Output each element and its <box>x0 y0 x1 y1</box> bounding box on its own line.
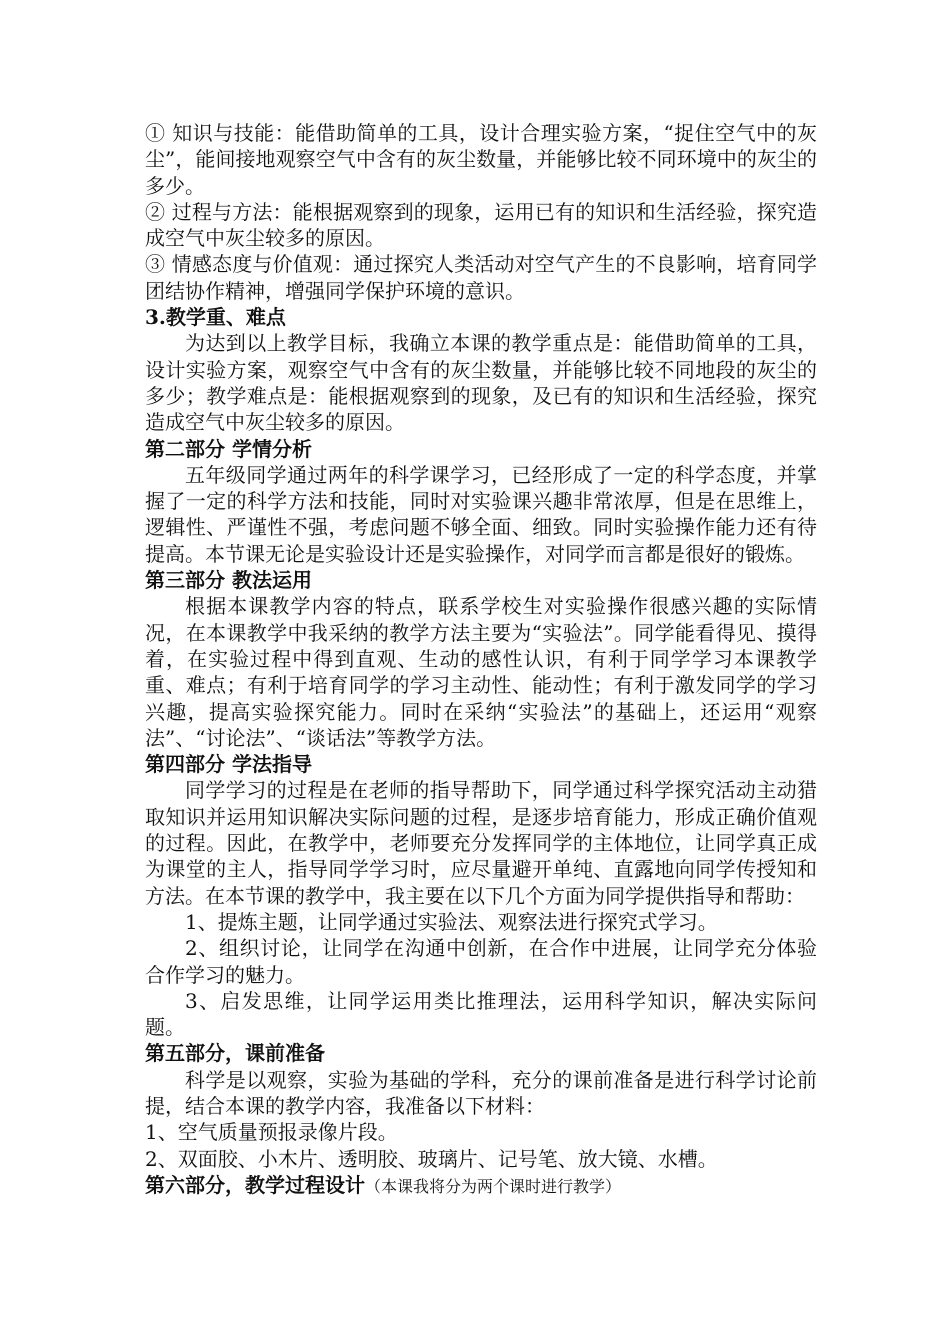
part5-body: 科学是以观察，实验为基础的学科，充分的课前准备是进行科学讨论前提，结合本课的教学内容，我准备以下材料： <box>145 1067 817 1118</box>
part5-item-1: 1、空气质量预报录像片段。 <box>145 1120 398 1145</box>
part6-heading-line <box>145 1172 817 1200</box>
part3-heading: 第三部分 教法运用 <box>145 568 312 593</box>
part2-heading: 第二部分 学情分析 <box>145 436 312 461</box>
part4-body: 同学学习的过程是在老师的指导帮助下，同学通过科学探究活动主动猎取知识并运用知识解决实际问题的过程，是逐步培育能力，形成正确价值观的过程。因此，在教学中，老师要充分发挥同学的主体地位，让同学真正成为课堂的主人，指导同学学习时，应尽量避开单纯、直露地向同学传授知和方法。在本节课的教学中，我主要在以下几个方面为同学提供指导和帮助： <box>145 778 817 908</box>
part4-item-1: 1、提炼主题，让同学通过实验法、观察法进行探究式学习。 <box>185 909 718 934</box>
objective-attitude-values: ③ 情感态度与价值观：通过探究人类活动对空气产生的不良影响，培育同学团结协作精神，增强同学保护环境的意识。 <box>145 252 817 303</box>
objective-knowledge-skills: ① 知识与技能：能借助简单的工具，设计合理实验方案，“捉住空气中的灰尘”，能间接地观察空气中含有的灰尘数量，并能够比较不同环境中的灰尘的多少。 <box>145 121 817 198</box>
part4-item-2: 2、组织讨论，让同学在沟通中创新，在合作中进展，让同学充分体验合作学习的魅力。 <box>145 936 817 987</box>
part6-note: （本课我将分为两个课时进行教学） <box>365 1176 622 1196</box>
section-heading-key-points: 3.教学重、难点 <box>145 305 286 330</box>
part4-heading: 第四部分 学法指导 <box>145 752 312 777</box>
part5-item-2: 2、双面胶、小木片、透明胶、玻璃片、记号笔、放大镜、水槽。 <box>145 1146 718 1171</box>
part6-heading: 第六部分，教学过程设计 <box>145 1172 365 1197</box>
section-body-key-points: 为达到以上教学目标，我确立本课的教学重点是：能借助简单的工具，设计实验方案，观察空气中含有的灰尘数量，并能够比较不同地段的灰尘的多少；教学难点是：能根据观察到的现象，及已有的知识和生活经验，探究造成空气中灰尘较多的原因。 <box>145 331 817 435</box>
part2-body: 五年级同学通过两年的科学课学习，已经形成了一定的科学态度，并掌握了一定的科学方法和技能，同时对实验课兴趣非常浓厚，但是在思维上，逻辑性、严谨性不强，考虑问题不够全面、细致。同时实验操作能力还有待提高。本节课无论是实验设计还是实验操作，对同学而言都是很好的锻炼。 <box>145 462 817 566</box>
document-page <box>145 120 817 1200</box>
part4-item-3: 3、启发思维，让同学运用类比推理法，运用科学知识，解决实际问题。 <box>145 988 817 1040</box>
part3-body: 根据本课教学内容的特点，联系学校生对实验操作很感兴趣的实际情况，在本课教学中我采纳的教学方法主要为“实验法”。同学能看得见、摸得着，在实验过程中得到直观、生动的感性认识，有利于同学学习本课教学重、难点；有利于培育同学的学习主动性、能动性；有利于激发同学的学习兴趣，提高实验探究能力。同时在采纳“实验法”的基础上，还运用“观察法”、“讨论法”、“谈话法”等教学方法。 <box>145 594 817 750</box>
objective-process-method: ② 过程与方法：能根据观察到的现象，运用已有的知识和生活经验，探究造成空气中灰尘较多的原因。 <box>145 199 817 251</box>
part5-heading: 第五部分，课前准备 <box>145 1041 325 1066</box>
